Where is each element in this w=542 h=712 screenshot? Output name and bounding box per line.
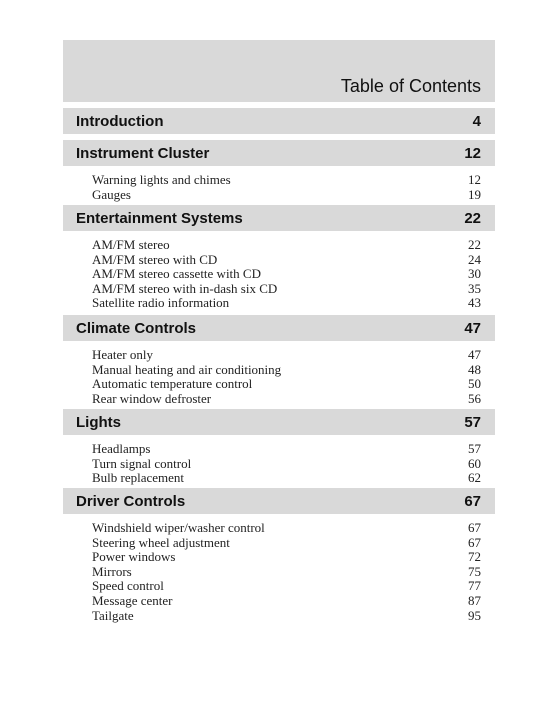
toc-entry[interactable] xyxy=(63,391,495,406)
section-title: Lights xyxy=(76,414,121,431)
section-page-number: 57 xyxy=(464,414,481,431)
entry-page-number: 56 xyxy=(468,390,481,406)
toc-entry[interactable] xyxy=(63,172,495,187)
entry-title: Warning lights and chimes xyxy=(92,172,231,187)
toc-entry[interactable] xyxy=(63,266,495,281)
section-title: Driver Controls xyxy=(76,493,186,510)
entry-page-number: 60 xyxy=(468,455,481,471)
section-page-number: 12 xyxy=(464,145,481,162)
entry-page-number: 67 xyxy=(468,520,481,535)
section-title: Introduction xyxy=(76,113,164,130)
section-header[interactable] xyxy=(63,315,495,341)
entry-page-number: 75 xyxy=(468,563,481,579)
entry-title: Speed control xyxy=(92,578,164,594)
entry-title: Windshield wiper/washer control xyxy=(92,520,265,535)
entry-title: Tailgate xyxy=(92,607,134,623)
page-title: Table of Contents xyxy=(340,76,481,96)
section-page-number: 22 xyxy=(464,210,481,227)
entry-page-number: 19 xyxy=(468,186,481,202)
toc-entry[interactable] xyxy=(63,535,495,550)
entry-title: AM/FM stereo with in-dash six CD xyxy=(92,280,278,296)
entry-page-number: 12 xyxy=(468,172,481,187)
toc-entry[interactable] xyxy=(63,549,495,564)
section-header[interactable] xyxy=(63,205,495,231)
toc-entry[interactable] xyxy=(63,578,495,593)
toc-entry[interactable] xyxy=(63,281,495,296)
entry-page-number: 67 xyxy=(468,534,481,550)
entry-page-number: 22 xyxy=(468,237,481,252)
entry-title: Heater only xyxy=(92,347,154,362)
entry-title: Manual heating and air conditioning xyxy=(92,361,282,377)
section-header[interactable] xyxy=(63,108,495,134)
section-header[interactable] xyxy=(63,488,495,514)
entry-title: AM/FM stereo with CD xyxy=(92,251,218,267)
entry-page-number: 48 xyxy=(468,361,481,377)
page-header xyxy=(63,40,495,102)
entry-title: AM/FM stereo xyxy=(92,237,170,252)
entry-page-number: 77 xyxy=(468,578,481,594)
toc-entry[interactable] xyxy=(63,608,495,623)
toc-entry[interactable] xyxy=(63,441,495,456)
toc-entry[interactable] xyxy=(63,593,495,608)
toc-entry[interactable] xyxy=(63,520,495,535)
toc-entry[interactable] xyxy=(63,470,495,485)
toc-entry[interactable] xyxy=(63,295,495,310)
entry-page-number: 72 xyxy=(468,549,481,565)
toc-entry[interactable] xyxy=(63,187,495,202)
entry-title: Rear window defroster xyxy=(92,390,212,406)
entry-page-number: 43 xyxy=(468,295,481,311)
entry-title: Satellite radio information xyxy=(92,295,230,311)
section-title: Entertainment Systems xyxy=(76,210,243,227)
toc-entry[interactable] xyxy=(63,362,495,377)
section-header[interactable] xyxy=(63,409,495,435)
toc-entry[interactable] xyxy=(63,376,495,391)
entry-title: Headlamps xyxy=(92,441,151,456)
toc-entry[interactable] xyxy=(63,237,495,252)
entry-page-number: 87 xyxy=(468,593,481,608)
section-page-number: 67 xyxy=(464,493,481,510)
section-page-number: 47 xyxy=(464,320,481,337)
entry-page-number: 62 xyxy=(468,470,481,486)
entry-page-number: 35 xyxy=(468,280,481,296)
toc-entry[interactable] xyxy=(63,252,495,267)
entry-page-number: 95 xyxy=(468,607,481,623)
section-page-number: 4 xyxy=(472,113,481,130)
entry-title: Gauges xyxy=(92,186,131,202)
entry-title: Message center xyxy=(92,593,173,608)
toc-entry[interactable] xyxy=(63,564,495,579)
entry-page-number: 50 xyxy=(468,376,481,392)
entry-page-number: 24 xyxy=(468,251,481,267)
entry-title: Bulb replacement xyxy=(92,470,185,486)
entry-title: Turn signal control xyxy=(92,455,192,471)
entry-page-number: 47 xyxy=(468,347,481,362)
entry-title: AM/FM stereo cassette with CD xyxy=(92,266,261,282)
entry-title: Power windows xyxy=(92,549,176,565)
entry-page-number: 57 xyxy=(468,441,481,456)
entry-title: Mirrors xyxy=(92,563,132,579)
toc-entry[interactable] xyxy=(63,347,495,362)
entry-title: Automatic temperature control xyxy=(92,376,253,392)
entry-title: Steering wheel adjustment xyxy=(92,534,230,550)
section-title: Instrument Cluster xyxy=(76,145,210,162)
toc-entry[interactable] xyxy=(63,456,495,471)
entry-page-number: 30 xyxy=(468,266,481,282)
section-title: Climate Controls xyxy=(76,320,197,337)
section-header[interactable] xyxy=(63,140,495,166)
